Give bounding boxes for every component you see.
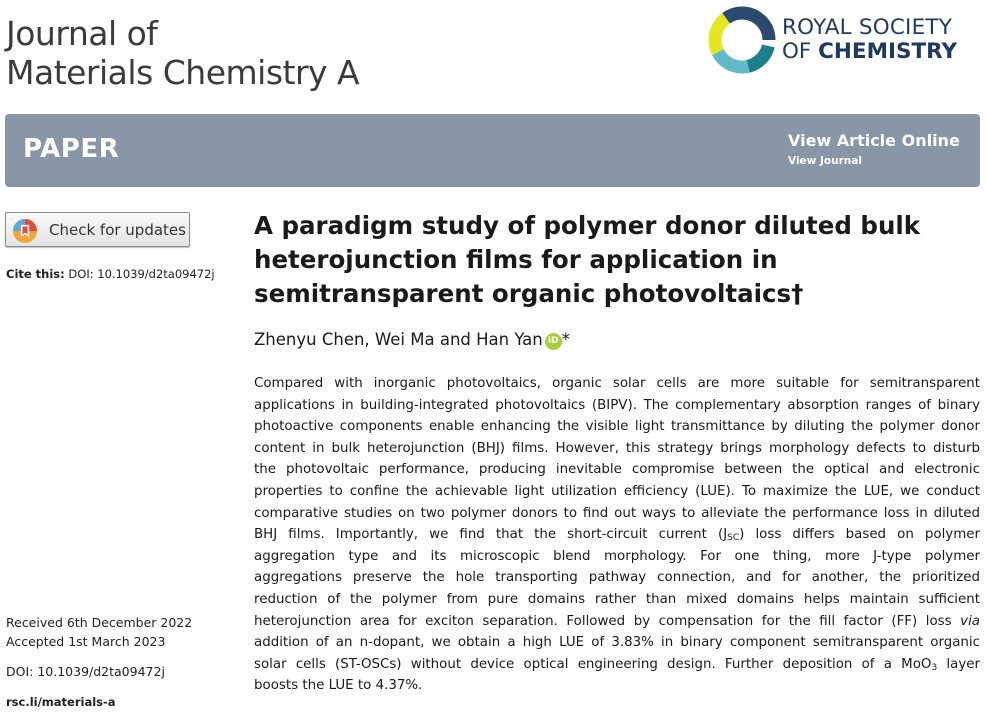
article-doi: DOI: 10.1039/d2ta09472j (6, 664, 165, 679)
abstract-moo-text: solar cells (ST-OSCs) without device optical engineering design. Further deposition of a MoO (254, 656, 932, 672)
cite-this (6, 267, 215, 281)
article-type-label: PAPER (23, 134, 120, 164)
received-date: Received 6th December 2022 (6, 615, 193, 630)
cite-this-doi: DOI: 10.1039/d2ta09472j (64, 267, 215, 281)
publisher-logo (706, 2, 982, 78)
abstract-jsc-text: BHJ films. Importantly, we find that the short-circuit current (J (254, 527, 728, 543)
publisher-name (782, 16, 957, 64)
abstract-line: boosts the LUE to 4.37%. (254, 678, 423, 694)
publisher-name-chemistry: CHEMISTRY (818, 39, 958, 64)
abstract-moo-subscript: 3 (931, 662, 938, 673)
cite-this-label: Cite this: (6, 267, 65, 281)
abstract (254, 373, 980, 697)
journal-title-line2: Materials Chemistry A (6, 53, 360, 92)
crossmark-icon (12, 218, 38, 244)
abstract-line: content in bulk heterojunction (BHJ) films. However, this strategy brings morphology defects to disturb (254, 440, 980, 456)
abstract-line (254, 654, 980, 676)
article-title-line: A paradigm study of polymer donor diluted bulk (254, 211, 921, 240)
publisher-name-line2 (782, 40, 957, 64)
abstract-jsc-subscript: SC (727, 533, 740, 544)
article-type-banner (5, 114, 980, 187)
abstract-line: aggregations preserve the hole transporting pathway connection, and for another, the prioritized (254, 570, 980, 586)
view-article-online-link[interactable]: View Article Online (788, 131, 960, 150)
author-list (254, 330, 570, 350)
article-title-line: semitransparent organic photovoltaics† (254, 279, 804, 308)
orcid-icon[interactable]: iD (545, 333, 562, 350)
abstract-line: reduction of the polymer from pure domains rather than mixed domains helps maintain sufficient (254, 591, 980, 607)
abstract-ff-text: heterojunction area for exciton separation. Followed by compensation for the fill factor (FF) loss (254, 613, 961, 629)
check-for-updates-label: Check for updates (49, 221, 186, 239)
abstract-line: comparative studies on two polymer donors to find out ways to alleviate the performance loss in diluted (254, 505, 980, 521)
abstract-moo-after: layer (937, 656, 981, 672)
publisher-name-of: OF (782, 39, 819, 64)
journal-short-link[interactable]: rsc.li/materials-a (6, 695, 116, 709)
abstract-line: Compared with inorganic photovoltaics, organic solar cells are more suitable for semitransparent (254, 376, 980, 391)
view-journal-link[interactable]: View Journal (788, 155, 862, 167)
abstract-jsc-after: ) loss differs based on polymer (739, 527, 980, 543)
article-title (254, 209, 974, 311)
abstract-line: aggregation type and its microscopic blend morphology. For one thing, more J-type polymer (254, 548, 980, 564)
abstract-line: applications in building-integrated photovoltaics (BIPV). The complementary absorption ranges of binary (254, 397, 980, 413)
accepted-date: Accepted 1st March 2023 (6, 634, 166, 649)
article-title-line: heterojunction films for application in (254, 245, 778, 274)
rsc-ring-logo-icon (706, 2, 778, 78)
corresponding-author-mark: * (561, 330, 570, 349)
check-for-updates-button[interactable] (5, 212, 190, 247)
abstract-line: the photovoltaic performance, producing inevitable compromise between the optical and electronic (254, 462, 980, 478)
abstract-line (254, 524, 980, 546)
abstract-line (254, 611, 980, 633)
author-names: Zhenyu Chen, Wei Ma and Han Yan (254, 330, 543, 349)
publisher-name-line1: ROYAL SOCIETY (782, 15, 953, 40)
abstract-via: via (960, 613, 980, 629)
abstract-line: photoactive components enable enhancing the visible light transmittance by diluting the polymer donor (254, 419, 980, 435)
journal-title (6, 14, 359, 92)
abstract-line: addition of an n-dopant, we obtain a high LUE of 3.83% in binary component semitransparent organic (254, 635, 980, 651)
journal-title-line1: Journal of (6, 14, 158, 53)
abstract-line: properties to confine the achievable light utilization efficiency (LUE). To maximize the LUE, we conduct (254, 483, 980, 499)
